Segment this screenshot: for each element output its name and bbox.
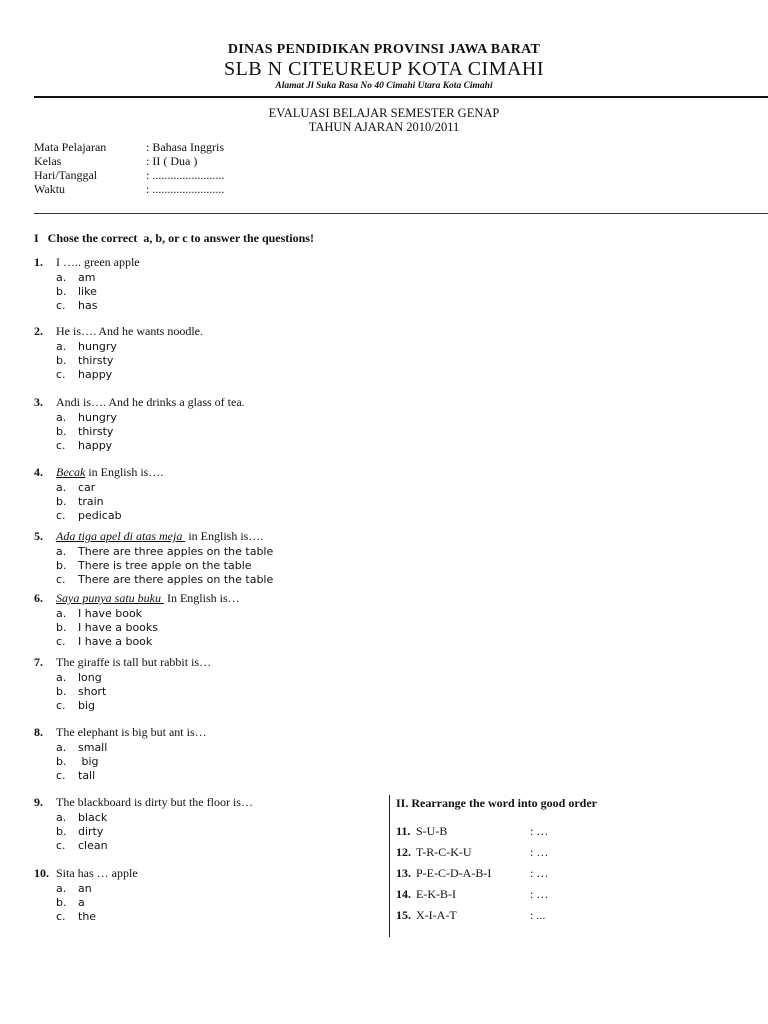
option-letter: b. [56, 825, 67, 838]
option-letter: c. [56, 573, 66, 586]
item-number: 11. [396, 824, 411, 838]
option-letter: a. [56, 545, 67, 558]
question-text [56, 725, 207, 740]
answer-option [56, 481, 356, 495]
question-text [56, 465, 163, 480]
option-text: I have book [78, 607, 143, 620]
answer-option [56, 368, 356, 382]
answer-option [56, 545, 356, 559]
option-text: There is tree apple on the table [78, 559, 252, 572]
option-letter: c. [56, 635, 66, 648]
question-text [56, 395, 245, 410]
question-list [34, 0, 384, 1024]
question-prompt: The giraffe is tall but rabbit is… [56, 655, 212, 669]
option-text: happy [78, 439, 113, 452]
question-text [56, 324, 203, 339]
option-letter: c. [56, 910, 66, 923]
answer-option [56, 285, 356, 299]
option-text: big [78, 755, 99, 768]
option-letter: a. [56, 741, 67, 754]
question-phrase: Saya punya satu buku [56, 591, 164, 605]
option-letter: b. [56, 685, 67, 698]
info-value: : ........................ [146, 168, 225, 182]
answer-option [56, 896, 356, 910]
option-text: short [78, 685, 107, 698]
option-letter: c. [56, 699, 66, 712]
answer-blank: : … [530, 845, 549, 859]
option-text: There are there apples on the table [78, 573, 274, 586]
answer-option [56, 699, 356, 713]
answer-option [56, 425, 356, 439]
option-text: hungry [78, 411, 117, 424]
info-label: Mata Pelajaran [34, 140, 107, 154]
option-text: long [78, 671, 102, 684]
answer-blank: : … [530, 866, 549, 880]
answer-option [56, 910, 356, 924]
column-divider [389, 795, 390, 937]
info-label: Hari/Tanggal [34, 168, 98, 182]
answer-option [56, 573, 356, 587]
exam-title-line2: TAHUN AJARAN 2010/2011 [308, 120, 460, 134]
answer-option [56, 495, 356, 509]
item-number: 14. [396, 887, 411, 901]
answer-option [56, 671, 356, 685]
option-letter: c. [56, 368, 66, 381]
question-prompt: The blackboard is dirty but the floor is… [56, 795, 253, 809]
rearrange-item-11 [396, 824, 756, 838]
answer-option [56, 769, 356, 783]
question-9 [34, 795, 384, 809]
option-letter: c. [56, 769, 66, 782]
option-letter: a. [56, 271, 67, 284]
option-letter: c. [56, 299, 66, 312]
option-text: small [78, 741, 108, 754]
option-text: There are three apples on the table [78, 545, 274, 558]
option-text: an [78, 882, 92, 895]
option-text: thirsty [78, 354, 114, 367]
answer-blank: : … [530, 887, 549, 901]
option-letter: a. [56, 671, 67, 684]
question-number: 2. [34, 324, 43, 338]
answer-option [56, 607, 356, 621]
info-label: Waktu [34, 182, 66, 196]
question-3 [34, 395, 384, 409]
option-letter: b. [56, 621, 67, 634]
question-text [56, 866, 138, 881]
question-text [56, 255, 140, 270]
option-letter: c. [56, 439, 66, 452]
item-number: 15. [396, 908, 411, 922]
answer-blank: : ... [530, 908, 546, 922]
option-text: I have a books [78, 621, 159, 634]
option-text: train [78, 495, 104, 508]
question-10 [34, 866, 384, 880]
answer-option [56, 439, 356, 453]
question-prompt: Sita has … apple [56, 866, 138, 880]
question-prompt: in English is…. [85, 465, 164, 479]
option-letter: c. [56, 509, 66, 522]
question-number: 3. [34, 395, 43, 409]
question-2 [34, 324, 384, 338]
answer-option [56, 411, 356, 425]
rearrange-item-12 [396, 845, 756, 859]
school-address: Alamat Jl Suka Rasa No 40 Cimahi Utara Kota Cimahi [275, 81, 493, 91]
option-letter: a. [56, 340, 67, 353]
answer-option [56, 839, 356, 853]
answer-blank: : … [530, 824, 549, 838]
rearrange-item-14 [396, 887, 756, 901]
option-letter: b. [56, 495, 67, 508]
answer-option [56, 621, 356, 635]
question-text [56, 795, 253, 810]
option-letter: a. [56, 411, 67, 424]
option-text: has [78, 299, 98, 312]
option-letter: b. [56, 559, 67, 572]
option-text: am [78, 271, 96, 284]
question-prompt: Andi is…. And he drinks a glass of tea. [56, 395, 245, 409]
rearrange-list [396, 0, 756, 1024]
school-name: SLB N CITEUREUP KOTA CIMAHI [223, 58, 545, 80]
question-prompt: I ….. green apple [56, 255, 140, 269]
rearrange-item-15 [396, 908, 756, 922]
option-letter: a. [56, 481, 67, 494]
question-number: 5. [34, 529, 43, 543]
option-letter: b. [56, 425, 67, 438]
option-text: big [78, 699, 96, 712]
question-prompt: He is…. And he wants noodle. [56, 324, 203, 338]
answer-option [56, 635, 356, 649]
question-number: 8. [34, 725, 43, 739]
section-1-heading: I Chose the correct a, b, or c to answer the questions! [34, 231, 314, 245]
rearrange-item-13 [396, 866, 756, 880]
scrambled-word: S-U-B [416, 824, 448, 838]
option-letter: a. [56, 811, 67, 824]
option-text: dirty [78, 825, 104, 838]
question-prompt: The elephant is big but ant is… [56, 725, 207, 739]
option-letter: b. [56, 755, 67, 768]
answer-option [56, 271, 356, 285]
question-6 [34, 591, 384, 605]
question-number: 9. [34, 795, 43, 809]
question-text [56, 591, 240, 606]
answer-option [56, 811, 356, 825]
info-value: : Bahasa Inggris [146, 140, 224, 154]
answer-option [56, 509, 356, 523]
option-letter: c. [56, 839, 66, 852]
question-number: 4. [34, 465, 43, 479]
question-text [56, 529, 263, 544]
question-7 [34, 655, 384, 669]
answer-option [56, 299, 356, 313]
question-5 [34, 529, 384, 543]
answer-option [56, 340, 356, 354]
scrambled-word: T-R-C-K-U [416, 845, 472, 859]
answer-option [56, 755, 356, 769]
question-4 [34, 465, 384, 479]
section-2-heading: II. Rearrange the word into good order [396, 796, 597, 810]
answer-option [56, 354, 356, 368]
answer-option [56, 685, 356, 699]
option-text: car [78, 481, 96, 494]
option-text: a [78, 896, 85, 909]
scrambled-word: P-E-C-D-A-B-I [416, 866, 492, 880]
question-text [56, 655, 211, 670]
question-number: 10. [34, 866, 49, 880]
option-text: hungry [78, 340, 117, 353]
question-phrase: Ada tiga apel di atas meja [56, 529, 186, 543]
option-text: thirsty [78, 425, 114, 438]
item-number: 13. [396, 866, 411, 880]
answer-option [56, 825, 356, 839]
option-letter: b. [56, 285, 67, 298]
question-8 [34, 725, 384, 739]
option-letter: b. [56, 354, 67, 367]
option-text: the [78, 910, 97, 923]
scrambled-word: E-K-B-I [416, 887, 456, 901]
answer-option [56, 882, 356, 896]
answer-option [56, 559, 356, 573]
question-prompt: In English is… [163, 591, 240, 605]
scrambled-word: X-I-A-T [416, 908, 457, 922]
option-text: I have a book [78, 635, 153, 648]
option-letter: b. [56, 896, 67, 909]
question-number: 1. [34, 255, 43, 269]
option-text: pedicab [78, 509, 122, 522]
answer-option [56, 741, 356, 755]
exam-title-line1: EVALUASI BELAJAR SEMESTER GENAP [268, 106, 500, 120]
option-text: black [78, 811, 108, 824]
info-value: : ........................ [146, 182, 225, 196]
question-phrase: Becak [56, 465, 86, 479]
option-text: clean [78, 839, 108, 852]
question-number: 6. [34, 591, 43, 605]
question-1 [34, 255, 384, 269]
question-number: 7. [34, 655, 43, 669]
option-text: like [78, 285, 97, 298]
question-prompt: in English is…. [185, 529, 264, 543]
option-text: tall [78, 769, 96, 782]
agency-name: DINAS PENDIDIKAN PROVINSI JAWA BARAT [227, 42, 541, 57]
info-label: Kelas [34, 154, 62, 168]
option-letter: a. [56, 607, 67, 620]
info-value: : II ( Dua ) [146, 154, 198, 168]
item-number: 12. [396, 845, 411, 859]
option-text: happy [78, 368, 113, 381]
option-letter: a. [56, 882, 67, 895]
